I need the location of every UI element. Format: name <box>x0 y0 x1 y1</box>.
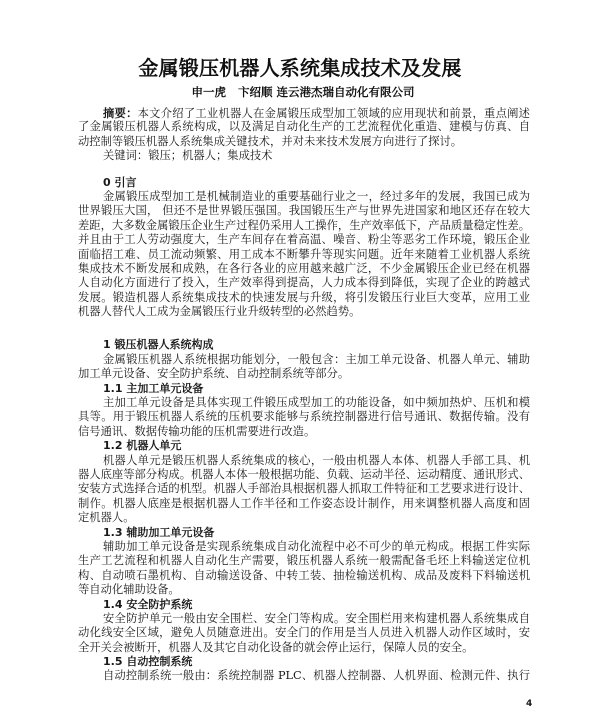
para-block <box>78 353 530 382</box>
text-line: 金属锻压机器人系统根据功能划分，一般包含：主加工单元设备、机器人单元、辅助 <box>103 352 530 366</box>
para-block <box>78 669 530 683</box>
text-line: 主加工单元设备是具体实现工件锻压成型加工的功能设备，如中频加热炉、压机和模 <box>103 396 530 410</box>
text-line: 加工单元设备、安全防护系统、自动控制系统等部分。 <box>78 367 350 381</box>
text-line: 机器人替代人工成为金属锻压行业升级转型的必然趋势。 <box>78 305 361 319</box>
text-line <box>78 106 530 120</box>
text-line: 机器人单元是锻压机器人系统集成的核心，一般由机器人本体、机器人手部工具、机 <box>103 453 530 467</box>
document-body <box>78 106 530 684</box>
para-block <box>78 454 530 526</box>
text-line: 辅助加工单元设备是实现系统集成自动化流程中必不可少的单元构成。根据工件实际 <box>103 539 530 553</box>
section-heading: 1.2 机器人单元 <box>103 439 182 453</box>
text-line: 金属锻压成型加工是机械制造业的重要基础行业之一，经过多年的发展，我国已成为 <box>103 189 530 203</box>
sub-heading-block <box>78 382 530 396</box>
section-heading-block <box>78 338 530 352</box>
text-line: 发展。锻造机器人系统集成技术的快速发展与升级，将引发锻压行业巨大变革，应用工业 <box>78 290 530 304</box>
para-block <box>78 540 530 598</box>
keywords-line: 关键词：锻压；机器人；集成技术 <box>103 149 273 163</box>
document-title: 金属锻压机器人系统集成技术及发展 <box>138 56 462 80</box>
text-line: 构、自动喷石墨机构、自动输送设备、中转工装、抽检输送机构、成品及废料下料输送机 <box>78 568 530 582</box>
text-line: 动化线安全区域，避免人员随意进出。安全门的作用是当人员进入机器人动作区域时，安 <box>78 626 530 640</box>
text-line: 了金属锻压机器人系统构成，以及满足自动化生产的工艺流程优化重造、建模与仿真、自 <box>78 120 530 134</box>
authors-affiliation: 申一虎 卞绍顺 连云港杰瑞自动化有限公司 <box>191 85 415 99</box>
page-number: 4 <box>526 699 533 709</box>
text-line: 差距，大多数金属锻压企业生产过程仍采用人工操作，生产效率低下，产品质量稳定性差。 <box>78 218 530 232</box>
text-line: 全开关会被断开，机器人及其它自动化设备的就会停止运行，保障人员的安全。 <box>78 640 474 654</box>
para-block <box>78 612 530 655</box>
abstract-label: 摘要： <box>103 106 138 120</box>
text-line: 世界锻压大国， 但还不是世界锻压强国。我国锻压生产与世界先进国家和地区还存在较大 <box>78 204 530 218</box>
text-line: 动控制等锻压机器人系统集成关键技术，并对未来技术发展方向进行了探讨。 <box>78 134 463 148</box>
text-line: 制作。机器人底座是根据机器人工作半径和工作姿态设计制作，用来调整机器人高度和固 <box>78 496 530 510</box>
section-heading: 1.4 安全防护系统 <box>103 597 193 611</box>
section-heading: 1 锻压机器人系统构成 <box>103 338 214 352</box>
text-line: 集成技术不断发展和成熟，在各行各业的应用越来越广泛，不少金属锻压企业已经在机器 <box>78 261 530 275</box>
text-line: 器人底座等部分构成。机器人本体一般根据功能、负载、运动半径、运动精度、通讯形式、 <box>78 467 530 481</box>
keywords-block <box>78 149 530 163</box>
text-line: 自动控制系统一般由：系统控制器 PLC、机器人控制器、人机界面、检测元件、执行 <box>103 669 530 683</box>
para-block <box>78 396 530 439</box>
text-line: 安全防护单元一般由安全围栏、安全门等构成。安全围栏用来构建机器人系统集成自 <box>103 611 530 625</box>
text-line: 并且由于工人劳动强度大，生产车间存在着高温、噪音、粉尘等恶劣工作环境，锻压企业 <box>78 233 530 247</box>
section-heading: 1.3 辅助加工单元设备 <box>103 525 215 539</box>
text-line: 信号通讯、数据传输功能的压机需要进行改造。 <box>78 424 316 438</box>
text-line: 等自动化辅助设备。 <box>78 583 180 597</box>
text-line: 生产工艺流程和机器人自动化生产需要，锻压机器人系统一般需配备毛坯上料输送定位机 <box>78 554 530 568</box>
text-line: 人自动化方面进行了投入，生产效率得到提高，人力成本得到降低，实现了企业的跨越式 <box>78 276 530 290</box>
abstract-text: 本文介绍了工业机器人在金属锻压成型加工领域的应用现状和前景，重点阐述 <box>137 107 530 120</box>
section-heading: 1.5 自动控制系统 <box>103 655 193 669</box>
text-line: 定机器人。 <box>78 511 135 525</box>
sub-heading-block <box>78 439 530 453</box>
text-line: 具等。用于锻压机器人系统的压机要求能够与系统控制器进行信号通讯、数据传输。没有 <box>78 410 530 424</box>
sub-heading-block <box>78 655 530 669</box>
section-heading: 0 引言 <box>103 175 137 189</box>
text-line: 面临招工难、员工流动频繁、用工成本不断攀升等现实问题。近年来随着工业机器人系统 <box>78 247 530 261</box>
section-heading-block <box>78 176 530 190</box>
abstract-block <box>78 106 530 149</box>
para-block <box>78 190 530 320</box>
text-line: 安装方式选择合适的机型。机器人手部治具根据机器人抓取工件特征和工艺要求进行设计、 <box>78 482 530 496</box>
section-heading: 1.1 主加工单元设备 <box>103 381 204 395</box>
sub-heading-block <box>78 526 530 540</box>
sub-heading-block <box>78 598 530 612</box>
